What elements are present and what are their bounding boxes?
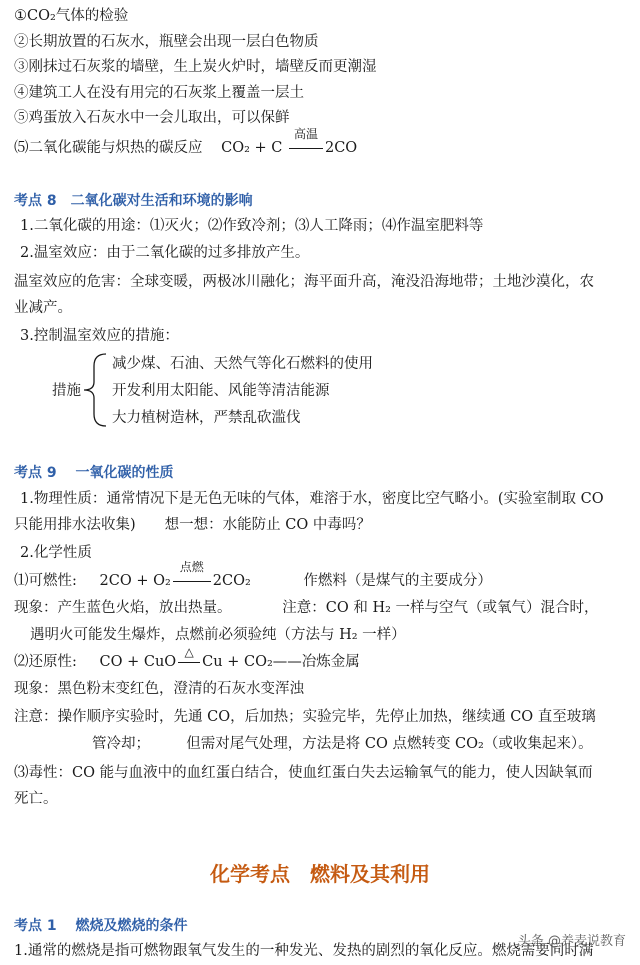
s9-tox-2: 死亡。 bbox=[14, 791, 58, 807]
s8-line-5: 3.控制温室效应的措施： bbox=[20, 328, 179, 344]
eq2-arrow bbox=[173, 560, 211, 591]
measures-label: 措施 bbox=[52, 383, 81, 399]
s8-line-2: 2.温室效应：由于二氧化碳的过多排放产生。 bbox=[20, 245, 310, 261]
s9-phys-2: 只能用排水法收集) 想一想：水能防止 CO 中毒吗？ bbox=[14, 517, 371, 533]
section-9-heading: 考点 9 一氧化碳的性质 bbox=[14, 465, 174, 481]
s9-tox-1: ⑶毒性：CO 能与血液中的血红蛋白结合，使血红蛋白失去运输氧气的能力，使人因缺氧而 bbox=[14, 765, 593, 781]
brace-icon bbox=[80, 352, 110, 428]
eq3-condition: △ bbox=[184, 645, 194, 659]
item-4: ④建筑工人在没有用完的石灰浆上覆盖一层土 bbox=[14, 85, 304, 101]
eq1-condition: 高温 bbox=[293, 127, 318, 141]
measure-3: 大力植树造林，严禁乱砍滥伐 bbox=[112, 410, 301, 426]
s9-reduce-equation bbox=[14, 645, 360, 672]
chapter-title: 化学考点 燃料及其利用 bbox=[210, 862, 430, 886]
eq3-arrow bbox=[178, 645, 200, 672]
section-1-heading: 考点 1 燃烧及燃烧的条件 bbox=[14, 918, 188, 934]
s9-burn-equation bbox=[14, 560, 492, 591]
burn-note: 作燃料（是煤气的主要成分） bbox=[303, 573, 492, 589]
s8-line-4: 业减产。 bbox=[14, 300, 72, 316]
item-3: ③刚抹过石灰浆的墙壁，生上炭火炉时，墙壁反而更潮湿 bbox=[14, 59, 377, 75]
eq2-rhs: 2CO₂ bbox=[212, 573, 251, 589]
item-2: ②长期放置的石灰水，瓶壁会出现一层白色物质 bbox=[14, 34, 319, 50]
measure-1: 减少煤、石油、天然气等化石燃料的使用 bbox=[112, 356, 373, 372]
eq1-arrow bbox=[289, 127, 323, 158]
eq3-lhs: CO + CuO bbox=[99, 654, 177, 670]
eq2-condition: 点燃 bbox=[179, 560, 204, 574]
s8-line-1: 1.二氧化碳的用途：⑴灭火；⑵作致冷剂；⑶人工降雨；⑷作温室肥料等 bbox=[20, 218, 484, 234]
eq1-rhs: 2CO bbox=[324, 140, 358, 156]
eq1-lhs: CO₂ + C bbox=[221, 140, 283, 156]
s9-note-2: 管冷却； 但需对尾气处理，方法是将 CO 点燃转变 CO₂（或收集起来）。 bbox=[92, 736, 593, 752]
item-1: ①CO₂气体的检验 bbox=[14, 8, 129, 24]
s8-line-3: 温室效应的危害：全球变暖，两极冰川融化；海平面升高，淹没沿海地带；土地沙漠化，农 bbox=[14, 274, 594, 290]
s9-phen-2: 现象：黑色粉末变红色，澄清的石灰水变浑浊 bbox=[14, 681, 304, 697]
watermark: 头条 @养麦说教育 bbox=[517, 934, 626, 949]
s9-note-1: 注意：操作顺序实验时，先通 CO，后加热；实验完毕，先停止加热，继续通 CO 直至玻璃 bbox=[14, 709, 596, 725]
item-6-equation bbox=[14, 127, 358, 158]
burn-prefix: ⑴可燃性: bbox=[14, 573, 77, 589]
s9-phys-1: 1.物理性质：通常情况下是无色无味的气体，难溶于水，密度比空气略小。(实验室制取 CO bbox=[20, 491, 604, 507]
s1-line-1: 1.通常的燃烧是指可燃物跟氧气发生的一种发光、发热的剧烈的氧化反应。燃烧需要同时满 bbox=[14, 943, 594, 959]
reduce-prefix: ⑵还原性: bbox=[14, 654, 77, 670]
item-6-prefix: ⑸二氧化碳能与炽热的碳反应 bbox=[14, 140, 203, 156]
item-5: ⑤鸡蛋放入石灰水中一会儿取出，可以保鲜 bbox=[14, 110, 290, 126]
s9-chem: 2.化学性质 bbox=[20, 545, 92, 561]
measure-2: 开发利用太阳能、风能等清洁能源 bbox=[112, 383, 330, 399]
section-8-heading: 考点 8 二氧化碳对生活和环境的影响 bbox=[14, 193, 253, 209]
s9-phen-1b: 遇明火可能发生爆炸，点燃前必须验纯（方法与 H₂ 一样） bbox=[30, 627, 406, 643]
s9-phen-1: 现象：产生蓝色火焰，放出热量。 注意：CO 和 H₂ 一样与空气（或氧气）混合时， bbox=[14, 600, 599, 616]
eq3-rhs: Cu + CO₂——冶炼金属 bbox=[202, 654, 360, 670]
eq2-lhs: 2CO + O₂ bbox=[99, 573, 171, 589]
